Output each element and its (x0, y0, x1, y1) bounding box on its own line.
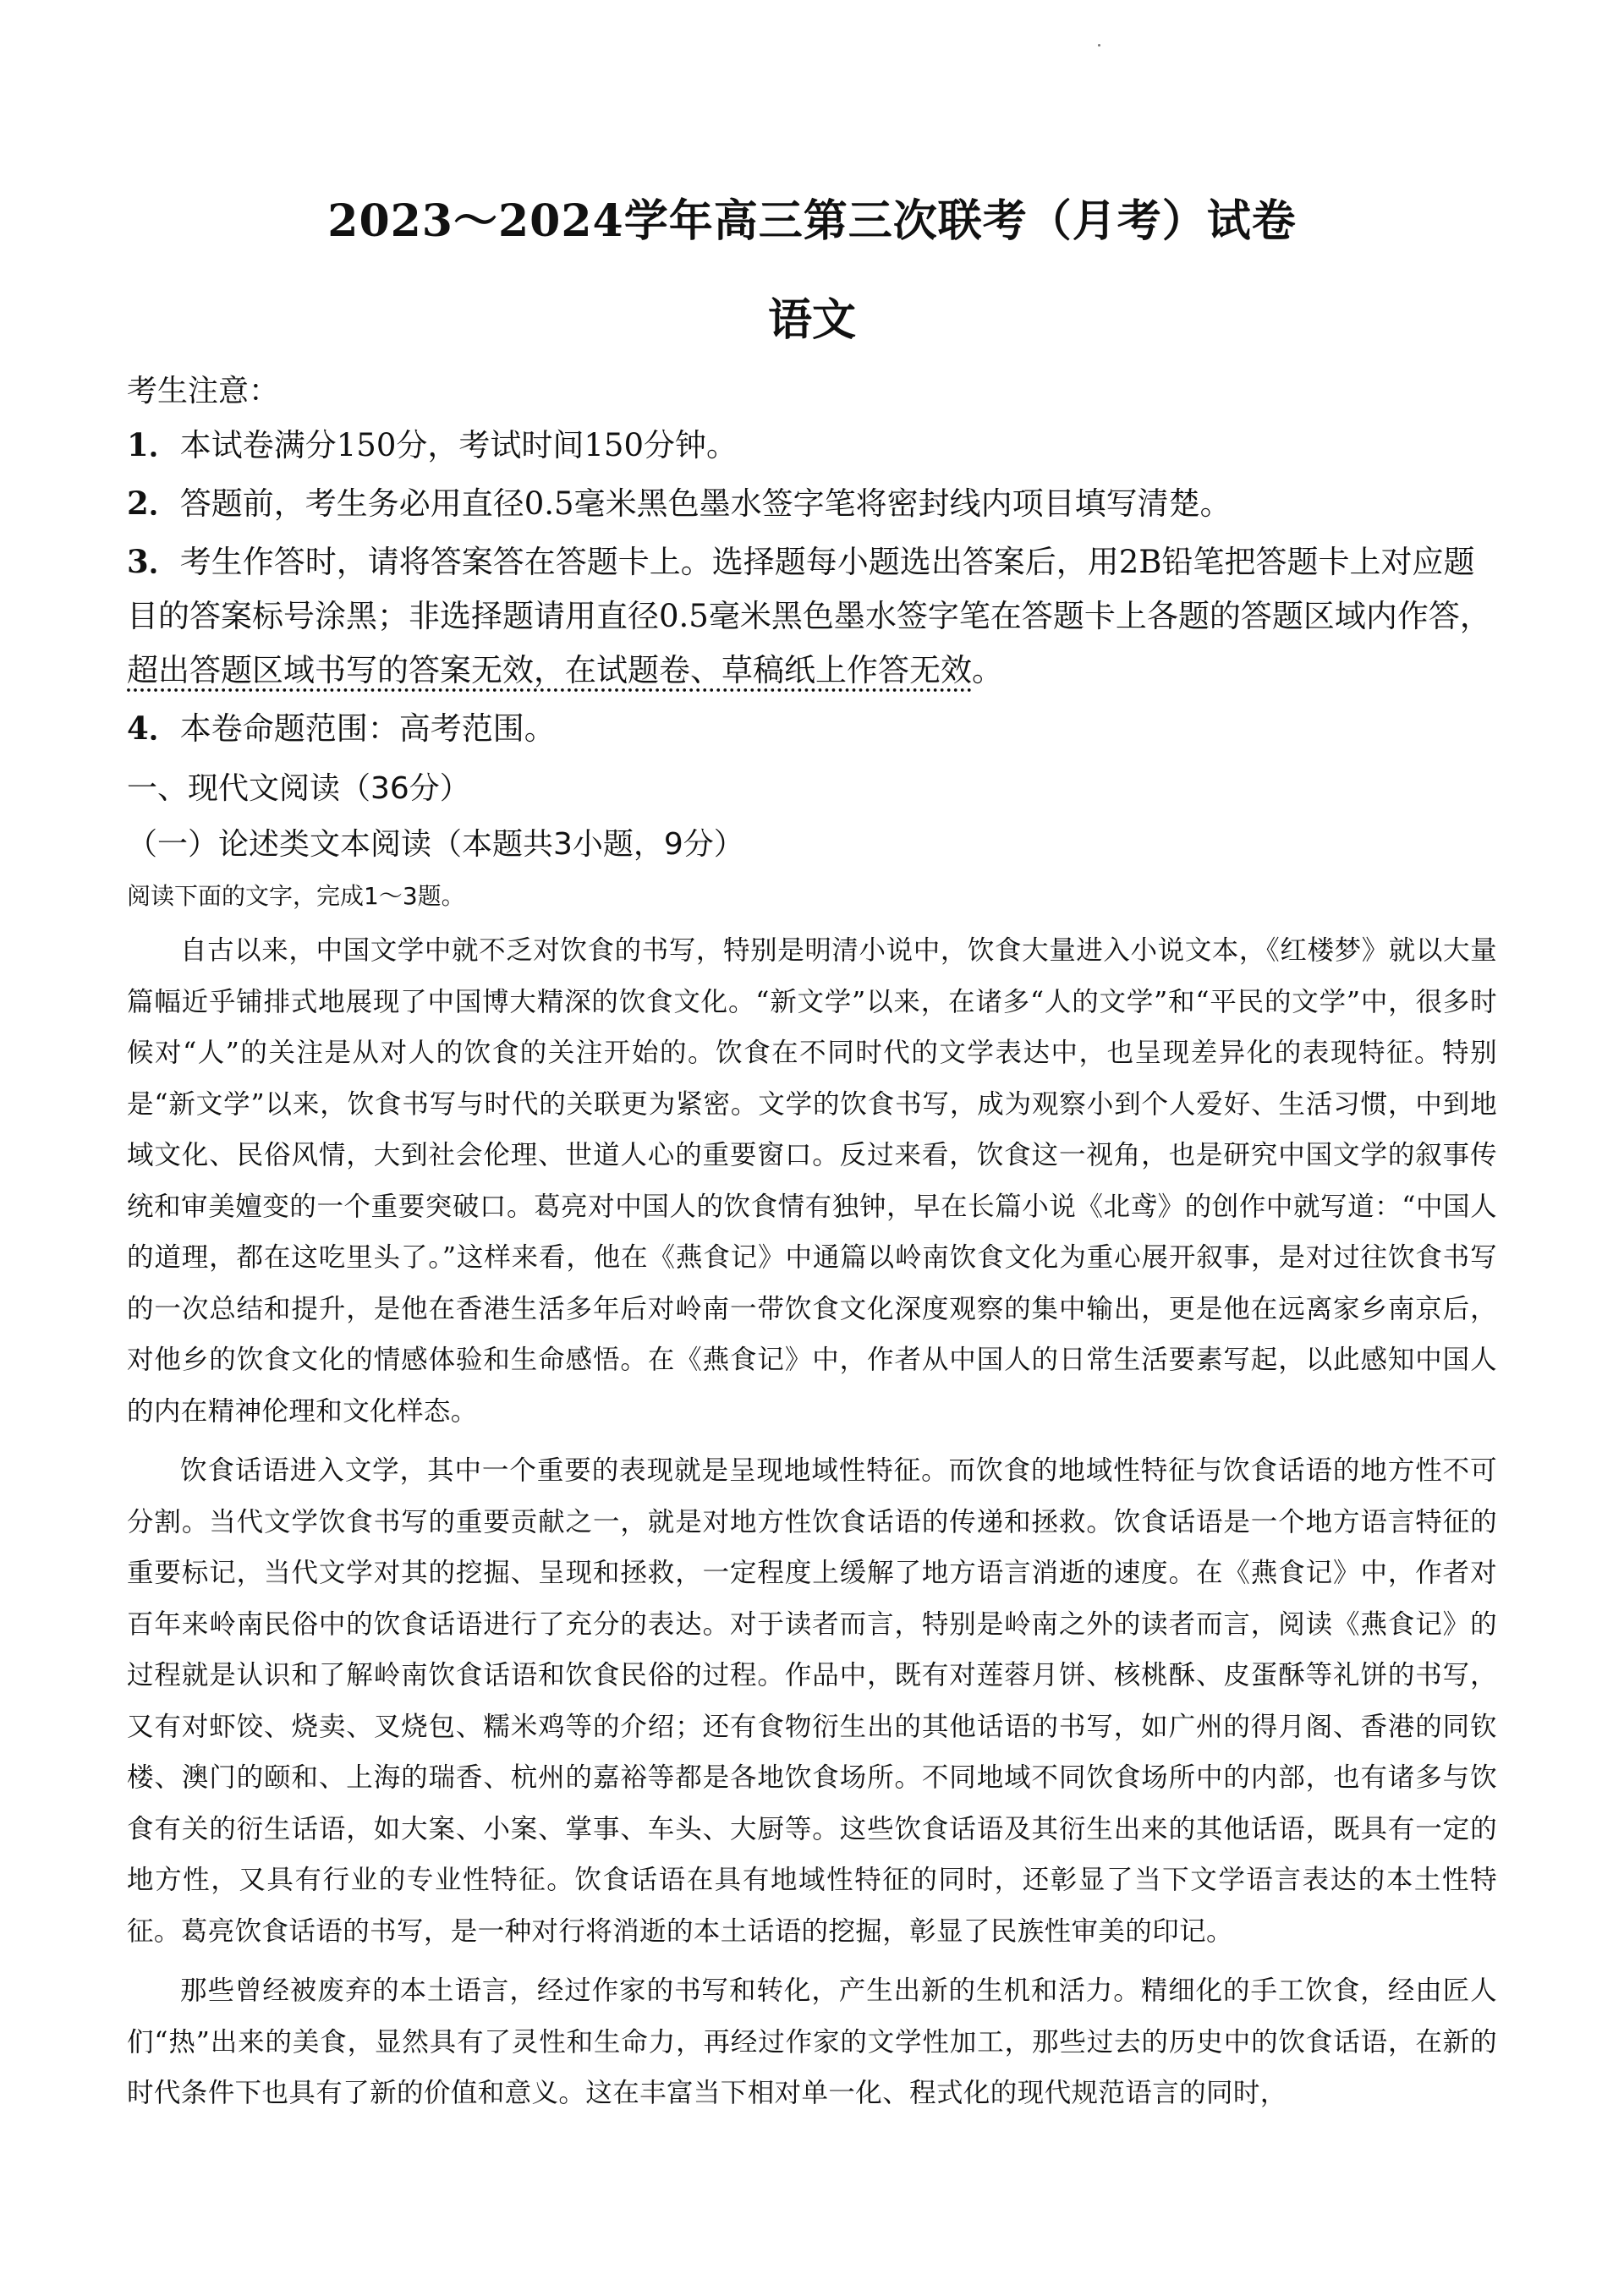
subsection-heading: （一）论述类文本阅读（本题共3小题，9分） (127, 827, 744, 862)
note-text-end: 。 (972, 652, 1003, 688)
note-number: 4． (127, 710, 180, 747)
note-text: 答题前，考生务必用直径0.5毫米黑色墨水签字笔将密封线内项目填写清楚。 (179, 485, 1232, 522)
note-item-1 (127, 418, 1497, 473)
subject-title: 语文 (767, 294, 856, 346)
note-emphasis: 超出答题区域书写的答案无效，在试题卷、草稿纸上作答无效 (127, 652, 972, 688)
passage-paragraph-1: 自古以来，中国文学中就不乏对饮食的书写，特别是明清小说中，饮食大量进入小说文本，《红楼梦》就以大量篇幅近乎铺排式地展现了中国博大精深的饮食文化。“新文学”以来，在诸多“人的文学”和“平民的文学”中，很多时候对“人”的关注是从对人的饮食的关注开始的。饮食在不同时代的文学表达中，也呈现差异化的表现特征。特别是“新文学”以来，饮食书写与时代的关联更为紧密。文学的饮食书写，成为观察小到个人爱好、生活习惯，中到地域文化、民俗风情，大到社会伦理、世道人心的重要窗口。反过来看，饮食这一视角，也是研究中国文学的叙事传统和审美嬗变的一个重要突破口。葛亮对中国人的饮食情有独钟，早在长篇小说《北鸢》的创作中就写道：“中国人的道理，都在这吃里头了。”这样来看，他在《燕食记》中通篇以岭南饮食文化为重心展开叙事，是对过往饮食书写的一次总结和提升，是他在香港生活多年后对岭南一带饮食文化深度观察的集中输出，更是他在远离家乡南京后，对他乡的饮食文化的情感体验和生命感悟。在《燕食记》中，作者从中国人的日常生活要素写起，以此感知中国人的内在精神伦理和文化样态。 (127, 935, 1497, 1427)
exam-title: 2023～2024学年高三第三次联考（月考）试卷 (327, 195, 1297, 247)
section-heading: 一、现代文阅读（36分） (127, 771, 470, 806)
reading-instruction: 阅读下面的文字，完成1～3题。 (127, 882, 465, 910)
scan-speck (1098, 44, 1100, 47)
note-item-4 (127, 701, 1497, 756)
notes-heading: 考生注意： (127, 374, 280, 408)
passage-paragraph-2: 饮食话语进入文学，其中一个重要的表现就是呈现地域性特征。而饮食的地域性特征与饮食话语的地方性不可分割。当代文学饮食书写的重要贡献之一，就是对地方性饮食话语的传递和拯救。饮食话语是一个地方语言特征的重要标记，当代文学对其的挖掘、呈现和拯救，一定程度上缓解了地方语言消逝的速度。在《燕食记》中，作者对百年来岭南民俗中的饮食话语进行了充分的表达。对于读者而言，特别是岭南之外的读者而言，阅读《燕食记》的过程就是认识和了解岭南饮食话语和饮食民俗的过程。作品中，既有对莲蓉月饼、核桃酥、皮蛋酥等礼饼的书写，又有对虾饺、烧卖、叉烧包、糯米鸡等的介绍；还有食物衍生出的其他话语的书写，如广州的得月阁、香港的同钦楼、澳门的颐和、上海的瑞香、杭州的嘉裕等都是各地饮食场所。不同地域不同饮食场所中的内部，也有诸多与饮食有关的衍生话语，如大案、小案、掌事、车头、大厨等。这些饮食话语及其衍生出来的其他话语，既具有一定的地方性，又具有行业的专业性特征。饮食话语在具有地域性特征的同时，还彰显了当下文学语言表达的本土性特征。葛亮饮食话语的书写，是一种对行将消逝的本土话语的挖掘，彰显了民族性审美的印记。 (127, 1455, 1497, 1947)
note-text: 本卷命题范围：高考范围。 (179, 710, 556, 747)
note-item-3 (127, 534, 1497, 698)
note-number: 2． (127, 485, 180, 522)
exam-notes (127, 365, 1497, 756)
note-number: 1． (127, 426, 180, 463)
note-item-2 (127, 476, 1497, 531)
note-number: 3． (127, 543, 180, 580)
note-text: 本试卷满分150分，考试时间150分钟。 (179, 427, 738, 463)
passage-paragraph-3: 那些曾经被废弃的本土语言，经过作家的书写和转化，产生出新的生机和活力。精细化的手工饮食，经由匠人们“热”出来的美食，显然具有了灵性和生命力，再经过作家的文学性加工，那些过去的历史中的饮食话语，在新的时代条件下也具有了新的价值和意义。这在丰富当下相对单一化、程式化的现代规范语言的同时， (127, 1975, 1497, 2108)
note-text: 考生作答时，请将答案答在答题卡上。选择题每小题选出答案后，用2B铅笔把答题卡上对应题目的答案标号涂黑；非选择题请用直径0.5毫米黑色墨水签字笔在答题卡上各题的答题区域内作答， (127, 544, 1491, 634)
